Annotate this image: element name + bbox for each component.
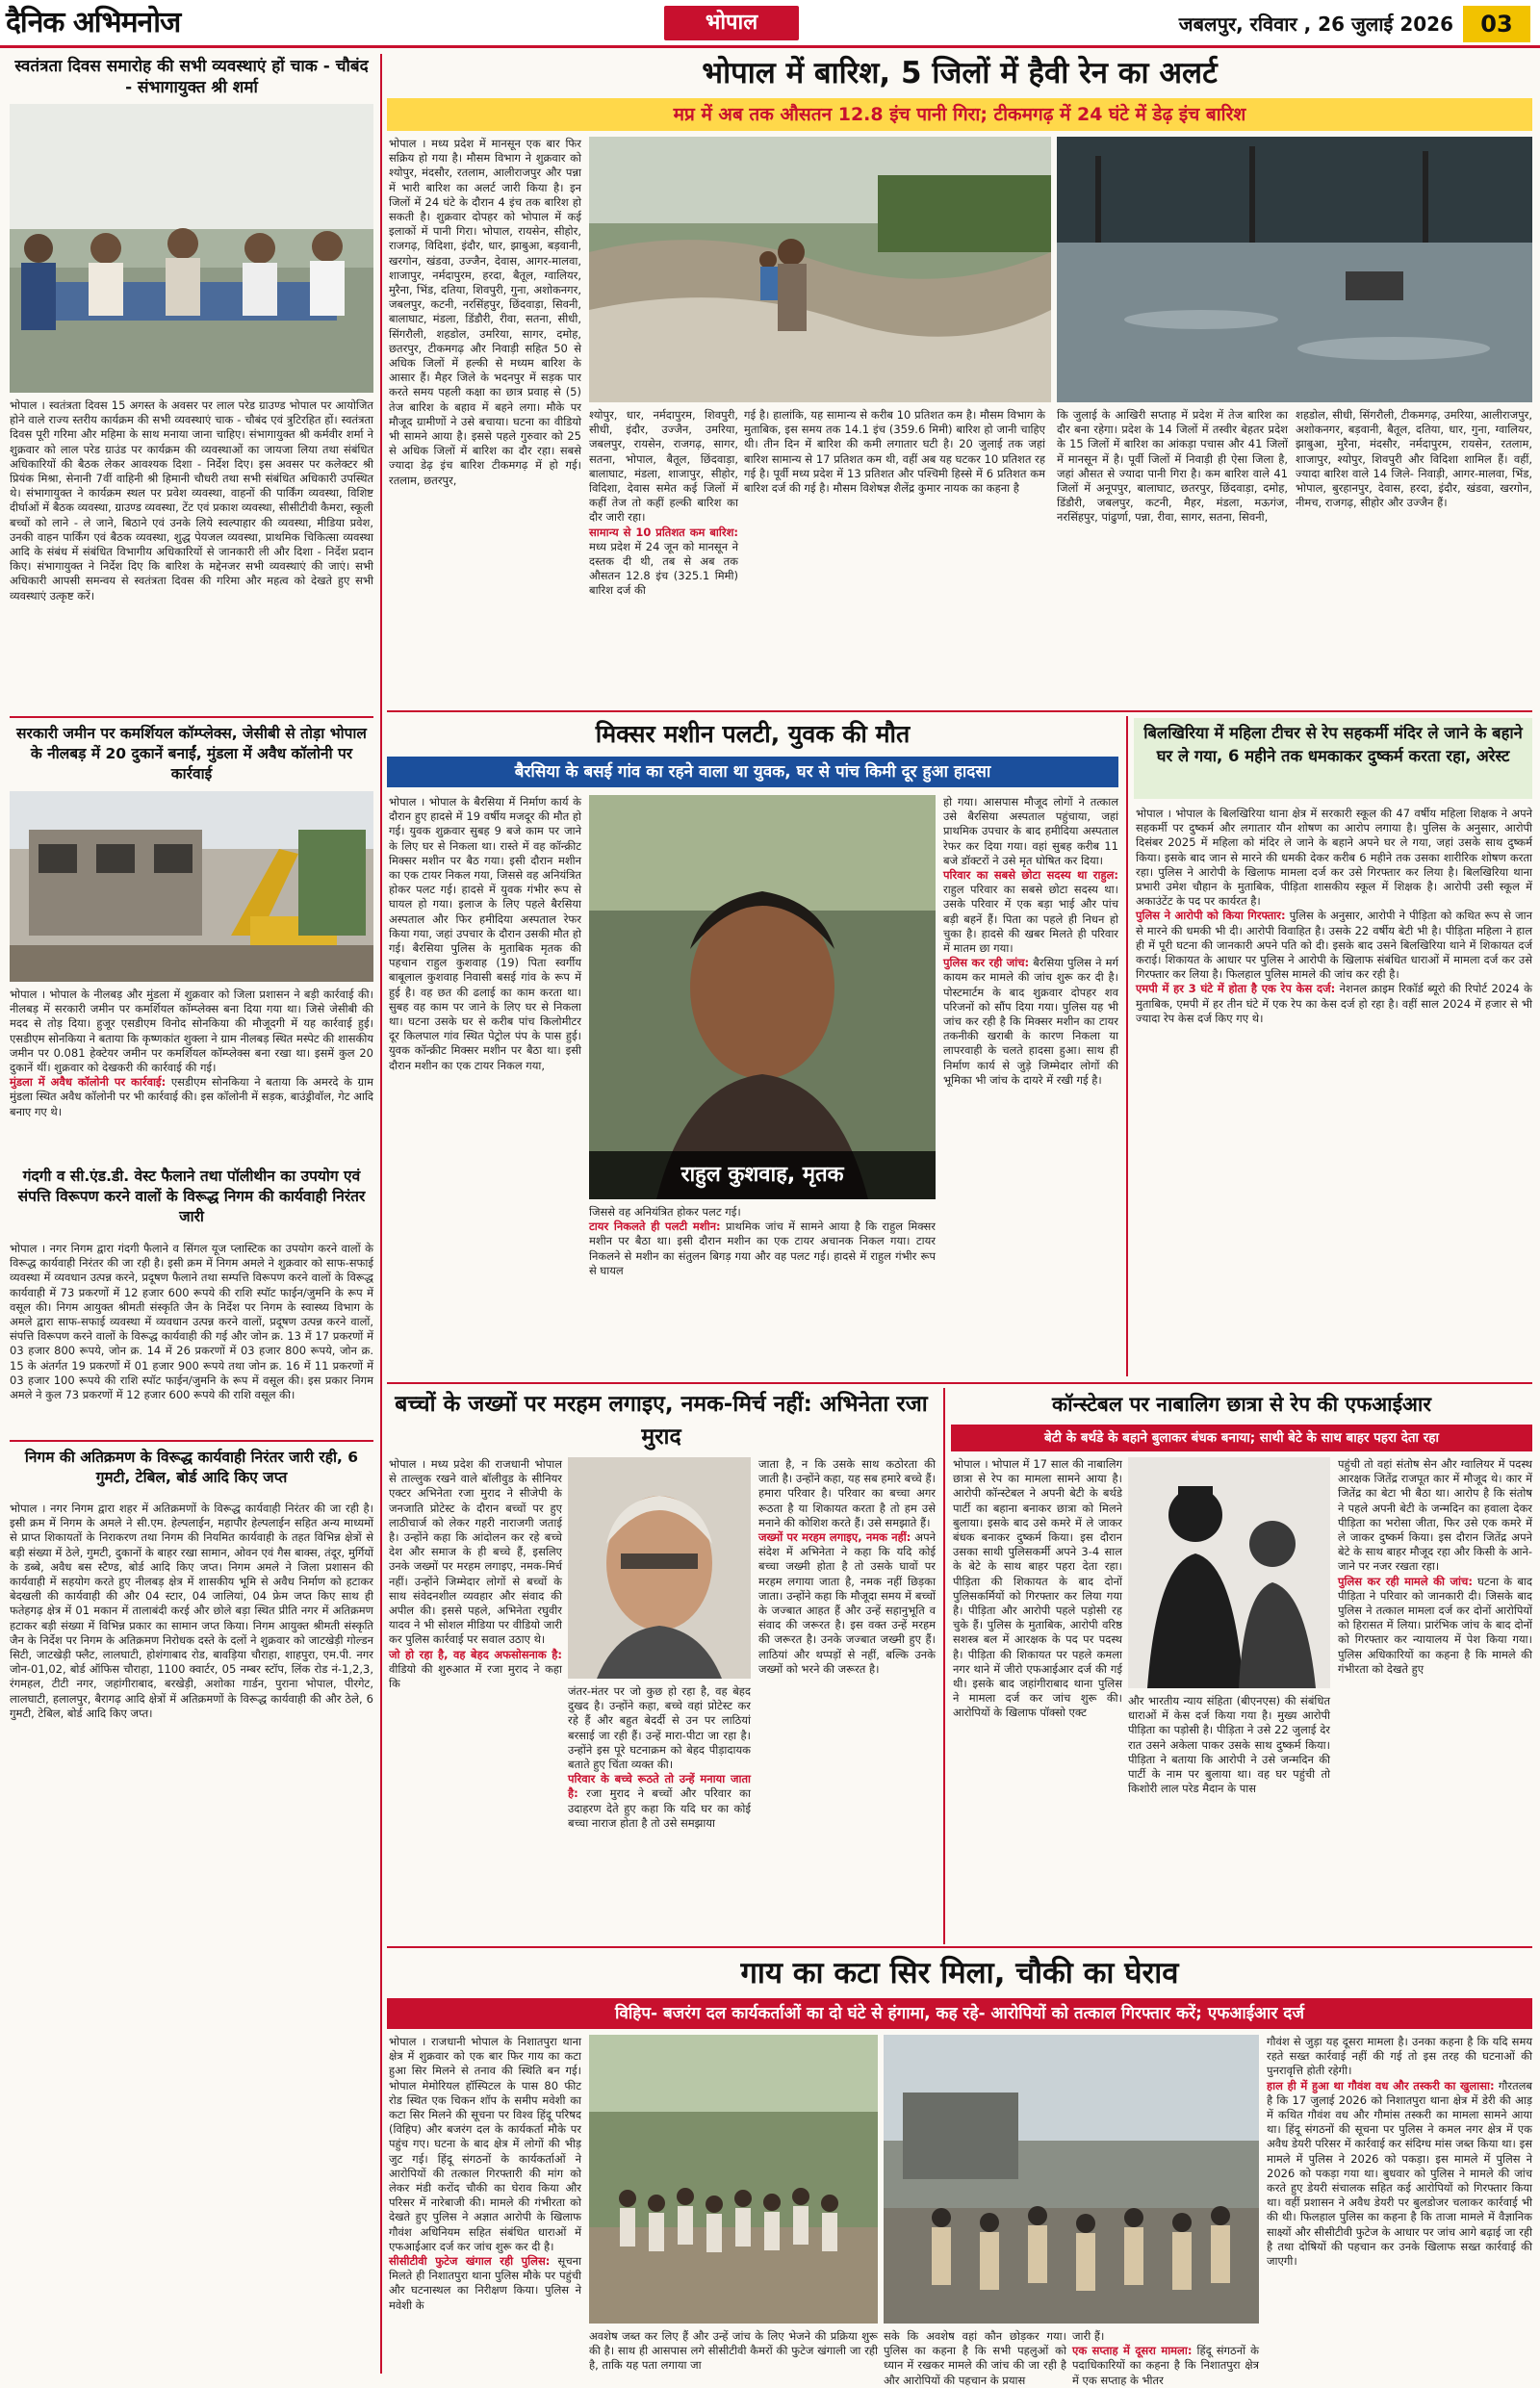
cow-column-4: जारी हैं। एक सप्ताह में दूसरा मामला: हिंदू संगठनों के पदाधिकारियों का कहना है कि निशातपुरा क्षेत्र में एक सप्ताह के भीतर [1072, 2329, 1259, 2387]
left4-headline: निगम की अतिक्रमण के विरूद्ध कार्यवाही निरंतर जारी रही, 6 गुमटी, टेबिल, बोर्ड आदि किए जप्त [24, 1449, 359, 1486]
page-number: 03 [1463, 6, 1530, 42]
cow-column-1: भोपाल । राजधानी भोपाल के निशातपुरा थाना क्षेत्र में शुक्रवार को एक बार फिर गाय का कटा हुआ सिर मिलने से तनाव की स्थिति बन गई। भोपाल मेमोरियल हॉस्पिटल के पास 80 फीट रोड स्थित एक चिकन शॉप के समीप मवेशी का कटा सिर मिलने की सूचना पर विश्व हिंदू परिषद (विहिप) और बजरंग दल के कार्यकर्ता मौके पर पहुंच गए। घटना के बाद क्षेत्र में लोगों की भीड़ जुट गई। हिंदू संगठनों के कार्यकर्ताओं ने आरोपियों की तत्काल गिरफ्तारी की मांग को लेकर मंडी करोंद चौकी का घेराव किया और परिसर में नारेबाजी की। मामले की गंभीरता को देखते हुए पुलिस ने अज्ञात आरोपी के खिलाफ गौवंश अधिनियम सहित संबंधित धाराओं में एफआईआर दर्ज कर जांच शुरू कर दी है। सीसीटीवी फुटेज खंगाल रही पुलिस: सूचना मिलते ही निशातपुरा थाना पुलिस मौके पर पहुंची और घटनास्थल का निरीक्षण किया। पुलिस ने मवेशी के [389, 2035, 581, 2312]
raza-murad-photo [568, 1457, 751, 1679]
rain-column-3: गई है। हालांकि, यह सामान्य से करीब 10 प्रतिशत कम है। मौसम विभाग के मुताबिक, इस समय तक 14.1 इंच (359.6 मिमी) बारिश हो जानी चाहिए थी। तीन दिन में बारिश की कमी लगातार घटी है। 20 जुलाई तक जहां बारिश सामान्य से 17 प्रतिशत कम थी, वहीं अब यह घटकर 10 प्रतिशत रह गई है। पूर्वी मध्य प्रदेश में 13 प्रतिशत और पश्चिमी हिस्से में 6 प्रतिशत कम बारिश दर्ज की गई है। मौसम विशेषज्ञ शैलेंद्र कुमार नायक का कहना है [744, 408, 1045, 496]
rain-column-2: श्योपुर, धार, नर्मदापुरम, शिवपुरी, सीधी, इंदौर, उज्जैन, उमरिया, जबलपुर, रायसेन, राजगढ़, सागर, सतना, भोपाल, बैतूल, छिंदवाड़ा, बालाघाट, मंडला, शाजापुर, सीहोर, विदिशा, देवास समेत कई जिलों में कहीं तेज तो कहीं हल्की बारिश का दौर जारी रहा। सामान्य से 10 प्रतिशत कम बारिश: मध्य प्रदेश में 24 जून को मानसून ने दस्तक दी थी, तब से अब तक औसतन 12.8 इंच (325.1 मिमी) बारिश दर्ज की [589, 408, 738, 598]
bilkhiriya-headline: बिलखिरिया में महिला टीचर से रेप सहकर्मी मंदिर ले जाने के बहाने घर ले गया, 6 महीने तक धमकाकर दुष्कर्म करता रहा, अरेस्ट [1134, 718, 1532, 799]
dateline: जबलपुर, रविवार , 26 जुलाई 2026 [1178, 13, 1453, 36]
cow-column-5: गौवंश से जुड़ा यह दूसरा मामला है। उनका कहना है कि यदि समय रहते सख्त कार्रवाई नहीं की गई तो इस तरह की घटनाओं की पुनरावृत्ति होती रहेगी। हाल ही में हुआ था गौवंश वध और तस्करी का खुलासा: गौरतलब है कि 17 जुलाई 2026 को निशातपुरा थाना क्षेत्र में डेरी की आड़ में कथित गौवंश वध और गौमांस तस्करी का मामला सामने आया था। हिंदू संगठनों की सूचना पर पुलिस ने कमल नगर क्षेत्र में एक अवैध डेयरी परिसर में कार्रवाई कर संदिग्ध मांस जब्त किया था। इस मामले में पुलिस ने 2026 को पकड़ा। इस मामले में पुलिस ने 2026 को पकड़ा गया था। बुधवार को पुलिस ने मामले की जांच करते हुए डेयरी संचालक सहित कई आरोपियों को गिरफ्तार किया था। वहीं प्रशासन ने अवैध डेयरी पर बुलडोजर चलाकर कार्रवाई भी की थी। फिलहाल पुलिस का कहना है कि ताजा मामले में वैज्ञानिक साक्ष्यों और सीसीटीवी फुटेज के आधार पर जांच आगे बढ़ाई जा रही है तथा दोषियों की पहचान कर उनके खिलाफ सख्त कार्रवाई की जाएगी। [1267, 2035, 1533, 2269]
constable-headline: कॉन्स्टेबल पर नाबालिग छात्रा से रेप की एफआईआर [1052, 1393, 1431, 1416]
constable-column-2: और भारतीय न्याय संहिता (बीएनएस) की संबंधित धाराओं में केस दर्ज किया गया है। मुख्य आरोपी पीड़िता का पड़ोसी है। पीड़िता ने उसे 22 जुलाई देर रात उसने अकेला पाकर उसके साथ दुष्कर्म किया। पीड़िता ने बताया कि आरोपी ने उसे जन्मदिन की पार्टी के नाम पर बुलाया था। वह घर पहुंची तो किशोरी लाल परेड मैदान के पास [1128, 1694, 1330, 1796]
section-tag: भोपाल [664, 6, 799, 40]
rain-column-4: कि जुलाई के आखिरी सप्ताह में प्रदेश में तेज बारिश का दौर बना रहेगा। प्रदेश के 14 जिलों में तस्वीर बेहतर प्रदेश के 15 जिलों में बारिश का आंकड़ा पचास और 41 जिलों में मानसून में है। पूर्वी जिलों में निवाड़ी ही ऐसा जिला है, जहां औसत से ज्यादा पानी गिरा है। कम बारिश वाले 41 जिलों में अनूपपुर, बालाघाट, छतरपुर, छिंदवाड़ा, दमोह, डिंडौरी, जबलपुर, कटनी, मैहर, मंडला, मऊगंज, नरसिंहपुर, पांढुर्णा, पन्ना, रीवा, सागर, सतना, सिवनी, [1057, 408, 1288, 525]
column-rule [943, 1388, 945, 1944]
officials-meeting-photo [10, 104, 373, 393]
victim-photo-caption: राहुल कुशवाह, मृतक [589, 1151, 936, 1199]
masthead [0, 0, 1540, 48]
divider [387, 710, 1532, 712]
divider [387, 1946, 1532, 1948]
bilkhiriya-body: भोपाल । भोपाल के बिलखिरिया थाना क्षेत्र में सरकारी स्कूल की 47 वर्षीय महिला शिक्षक ने अपने सहकर्मी पर दुष्कर्म और लगातार यौन शोषण का आरोप लगाया है। पुलिस के अनुसार, आरोपी दिसंबर 2025 में महिला को मंदिर ले जाने के बहाने अपने घर ले गया, जहां उसके साथ दुष्कर्म किया। इसके बाद जान से मारने की धमकी देकर करीब 6 महीने तक उसका शारीरिक शोषण करता रहा। पुलिस ने आरोपी के खिलाफ मामला दर्ज कर उसे गिरफ्तार कर लिया है। बिलखिरिया थाना प्रभारी उमेश चौहान के मुताबिक, पीड़िता शासकीय स्कूल में शिक्षक है। आरोपी उसी स्कूल में अकाउंटेंट के पद पर कार्यरत है। पुलिस ने आरोपी को किया गिरफ्तार: पुलिस के अनुसार, आरोपी ने पीड़िता को कथित रूप से जान से मारने की धमकी भी दी। आरोपी विवाहित है। उसके 22 वर्षीय बेटी भी है। पीड़िता महिला ने हाल ही में पूरी घटना की जानकारी अपने पति को दी। इसके बाद उसने बिलखिरिया थाने में शिकायत दर्ज कराई। शिकायत के आधार पर पुलिस ने आरोपी के खिलाफ संबंधित धाराओं में मामला दर्ज कर उसे गिरफ्तार कर लिया है। फिलहाल पुलिस मामले की जांच कर रही है। एमपी में हर 3 घंटे में होता है एक रेप केस दर्ज: नेशनल क्राइम रिकॉर्ड ब्यूरो की रिपोर्ट 2024 के मुताबिक, एमपी में हर तीन घंटे में एक रेप का केस दर्ज हो रहा है। वहीं साल 2024 में हजार से भी ज्यादा रेप केस दर्ज किए गए थे। [1136, 807, 1532, 1025]
divider [10, 1440, 373, 1442]
rain-subhead: मप्र में अब तक औसतन 12.8 इंच पानी गिरा; टीकमगढ़ में 24 घंटे में डेढ़ इंच बारिश [387, 98, 1532, 131]
rain-column-1: भोपाल । मध्य प्रदेश में मानसून एक बार फिर सक्रिय हो गया है। मौसम विभाग ने शुक्रवार को श्योपुर, मंदसौर, रतलाम, आलीराजपुर और पन्ना में भारी बारिश का अलर्ट जारी किया है। इन जिलों में 24 घंटे के दौरान 4 इंच तक बारिश हो सकती है। शुक्रवार दोपहर को भोपाल में कई इलाकों में पानी गिरा। भोपाल, रायसेन, सीहोर, राजगढ़, विदिशा, इंदौर, धार, झाबुआ, बड़वानी, खरगोन, खंडवा, उज्जैन, देवास, आगर-मालवा, शाजापुर, नर्मदापुरम, हरदा, बैतूल, ग्वालियर, मुरैना, भिंड, दतिया, शिवपुरी, गुना, अशोकनगर, जबलपुर, कटनी, नरसिंहपुर, छिंदवाड़ा, सिवनी, बालाघाट, मंडला, डिंडौरी, रीवा, सतना, सीधी, सिंगरौली, शहडोल, उमरिया, सागर, दमोह, छतरपुर, टीकमगढ़ और निवाड़ी सहित 50 से अधिक जिलों में हल्की से मध्यम बारिश के आसार हैं। मैहर जिले के भदनपुर में सड़क पार करते समय पहली कक्षा का छात्र प्रवाह से (5) तेज बारिश के बहाव में बहने लगा। मौके पर मौजूद ग्रामीणों ने उसे बचाया। घटना का वीडियो भी सामने आया है। इससे पहले गुरुवार को 25 से अधिक जिलों में बारिश का दौर रहा। सबसे ज्यादा डेढ़ इंच बारिश टीकमगढ़ में हो गई। रतलाम, छतरपुर, [389, 137, 581, 487]
waterlogged-road-photo [1057, 137, 1532, 402]
left3-body: भोपाल । नगर निगम द्वारा गंदगी फैलाने व सिंगल यूज प्लास्टिक का उपयोग करने वालों के विरूद्ध कार्यवाही निरंतर की जा रही है। इसी क्रम में निगम अमले ने शुक्रवार को साफ-सफाई व्यवस्था में व्यवधान उत्पन्न करने, प्रदूषण फैलाने तथा सम्पत्ति विरूपण करने वालों के विरूद्ध कार्यवाही में 73 प्रकरणों में 12 हजार 600 रूपये की राशि स्पॉट फाईन/जुमनि के रूप में वसूल की। निगम आयुक्त श्रीमती संस्कृति जैन के निर्देश पर निगम के स्वास्थ्य विभाग के अमले द्वारा साफ-सफाई व्यवस्था में व्यवधान उत्पन्न करने वालों, प्रदूषण उत्पन्न करने वालों, संपत्ति विरूपण करने वालों के विरूद्ध कार्यवाही की गई और जोन क्र. 13 में 17 प्रकरणों में 03 हजार 800 रूपये, जोन क्र. 14 में 26 प्रकरणों में 03 हजार 800 रूपये, जोन क्र. 15 के अंतर्गत 19 प्रकरणों में 01 हजार 900 रूपये तथा जोन क्र. 16 में 11 प्रकरणों में 03 हजार 100 रूपये की राशि स्पॉट फाईन/जुमनि के रूप में वसूल की। इस प्रकार निगम अमले ने कुल 73 प्रकरणों में 12 हजार 600 रूपये की राशि वसूल की। [10, 1242, 373, 1402]
mixer-subhead: बैरसिया के बसई गांव का रहने वाला था युवक, घर से पांच किमी दूर हुआ हादसा [387, 757, 1118, 787]
left4-body: भोपाल । नगर निगम द्वारा शहर में अतिक्रमणों के विरूद्ध कार्यवाही निरंतर की जा रही है। इसी क्रम में निगम के अमले ने सी.एम. हेल्पलाईन, महापौर हेल्पलाईन सहित अन्य माध्यमों से प्राप्त शिकायतों के निराकरण तथा निगम की नियमित कार्यवाही के तहत विभिन्न क्षेत्रों से बड़ी संख्या में ठेले, गुमटी, दुकानों के बाहर रखा सामान, ओवन एवं गैस बाक्स, तंदूर, मुर्गियों के डब्बे, अवैध बस स्टैण्ड, बोर्ड आदि किए जप्त। निगम अमले ने जिला प्रशासन की कार्यवाही में सहयोग करते हुए नीलबड़ क्षेत्र में शासकीय भूमि से अवैध निर्माण को हटाकर बेदखली की कार्यवाही की और 04 स्टार, 04 जालियां, 04 फ्रेम जप्त किए साथ ही फतेहगढ़ क्षेत्र में 01 मकान में तालाबंदी करई और छोले बड़ा स्थित प्रीति नगर में अतिक्रमण हटाकर बड़ी संख्या में विभिन्न प्रकार का सामान जप्त किया। निगम आयुक्त श्रीमती संस्कृति जैन के निर्देश पर निगम के अतिक्रमण निरोधक दस्ते के दलों ने शुक्रवार को जाटखेड़ी गोल्डन सिटी, जाटखेड़ी फ्लैट, लालघाटी, होशंगाबाद रोड, बावड़िया चौराहा, शाहपुरा, एम.पी. नगर जोन-01,02, बोर्ड ऑफिस चौराहा, 1100 क्वार्टर, 05 नम्बर स्टॉप, लिंक रोड नं-1,2,3, रंगमहल, टीटी नगर, जहांगीराबाद, बरखेड़ी, अशोका गार्डन, पुराना भोपाल, पीरगेट, लालघाटी, हलालपुर, बैरागढ़ आदि क्षेत्रों में अतिक्रमणों के विरूद्ध कार्यवाही की और ठेले, 6 गुमटी, टेबिल, बोर्ड आदि किए जप्त। [10, 1502, 373, 1720]
arrest-silhouette-photo [1128, 1457, 1330, 1688]
left2-body: भोपाल । भोपाल के नीलबड़ और मुंडला में शुक्रवार को जिला प्रशासन ने बड़ी कार्रवाई की। नीलबड़ में सरकारी जमीन पर कमर्शियल कॉम्प्लेक्स बना दिया गया था। जिसे जेसीबी की मदद से तोड़ दिया। हुजूर एसडीएम विनोद सोनकिया की मौजूदगी में यह कार्रवाई हुई। एसडीएम सोनकिया ने बताया कि कृष्णकांत शुक्ला ने ग्राम नीलबड़ स्थित मस्पेट की शासकीय जमीन पर 0.081 हेक्टेयर जमीन पर कमर्शियल कॉम्प्लेक्स बना रखा था। इसमें कुल 20 दुकानें थीं। शुक्रवार को देखकरी की कार्रवाई की गई। मुंडला में अवैध कॉलोनी पर कार्रवाई: एसडीएम सोनकिया ने बताया कि अमरदे के ग्राम मुंडला स्थित अवैध कॉलोनी पर भी कार्रवाई की। इस कॉलोनी में सड़क, बाउंड्रीवॉल, गेट आदि बनाए गए थे। [10, 988, 373, 1118]
constable-column-1: भोपाल । भोपाल में 17 साल की नाबालिग छात्रा से रेप का मामला सामने आया है। आरोपी कॉन्स्टेबल ने अपनी बेटी के बर्थडे पार्टी का बहाना बनाकर छात्रा को मिलने बुलाया। इसके बाद उसे कमरे में ले जाकर बंधक बनाकर दुष्कर्म किया। इस दौरान उसका साथी पुलिसकर्मी अपने 3-4 साल के बेटे के साथ बाहर पहरा देता रहा। पीड़िता की शिकायत के बाद दोनों पुलिसकर्मियों को गिरफ्तार कर लिया गया है। पीड़िता और आरोपी पहले पड़ोसी रह चुके हैं। पुलिस के मुताबिक, आरोपी वरिष्ठ सशस्त्र बल में आरक्षक के पद पर पदस्थ है। पीड़िता की शिकायत पर पहले कमला नगर थाने में जीरो एफआईआर दर्ज की गई थी। इसके बाद जहांगीराबाद थाना पुलिस ने मामला दर्ज कर जांच शुरू की। आरोपियों के खिलाफ पॉक्सो एक्ट [953, 1457, 1122, 1720]
raza-column-2: जंतर-मंतर पर जो कुछ हो रहा है, वह बेहद दुखद है। उन्होंने कहा, बच्चे वहां प्रोटेस्ट कर रहे हैं और बहुत बेदर्दी से उन पर लाठियां बरसाई जा रही हैं। उन्हें मारा-पीटा जा रहा है। उन्होंने इस पूरे घटनाक्रम को बेहद पीड़ादायक बताते हुए चिंता व्यक्त की। परिवार के बच्चे रूठते तो उन्हें मनाया जाता है: रजा मुराद ने बच्चों और परिवार का उदाहरण देते हुए कहा कि यदि घर का कोई बच्चा नाराज होता है तो उसे समझाया [568, 1684, 751, 1830]
column-rule [380, 54, 382, 2374]
left1-headline: स्वतंत्रता दिवस समारोह की सभी व्यवस्थाएं हों चाक - चौबंद - संभागायुक्त श्री शर्मा [14, 57, 369, 97]
raza-column-1: भोपाल । मध्य प्रदेश की राजधानी भोपाल से ताल्लुक रखने वाले बॉलीवुड के सीनियर एक्टर अभिनेता रजा मुराद ने सीजेपी के जनजाति प्रोटेस्ट के दौरान बच्चों पर हुए लाठीचार्ज को लेकर गहरी नाराजगी जताई है। उन्होंने कहा कि आंदोलन कर रहे बच्चे देश और समाज के ही बच्चे हैं, इसलिए उनके जख्मों पर मरहम लगाइए, नमक-मिर्च नहीं। उन्होंने जिम्मेदार लोगों से बच्चों के साथ संवेदनशील व्यवहार और संवाद की अपील की। इससे पहले, अभिनेता रघुवीर यादव ने भी सोशल मीडिया पर वीडियो जारी कर पुलिस कार्रवाई पर सवाल उठाए थे। जो हो रहा है, वह बेहद अफसोसनाक है: वीडियो की शुरुआत में रजा मुराद ने कहा कि [389, 1457, 562, 1691]
raza-headline: बच्चों के जख्मों पर मरहम लगाइए, नमक-मिर्च नहीं: अभिनेता रजा मुराद [395, 1392, 928, 1450]
mixer-column-2: जिससे वह अनियंत्रित होकर पलट गई। टायर निकलते ही पलटी मशीन: प्राथमिक जांच में सामने आया है कि राहुल मिक्सर मशीन पर बैठा था। इसी दौरान मशीन का एक टायर अचानक निकल गया। टायर निकलने से मशीन का संतुलन बिगड़ गया और वह पलट गई। हादसे में राहुल गंभीर रूप से घायल [589, 1205, 936, 1277]
police-post-gherao-photo [884, 2035, 1259, 2324]
left3-headline: गंदगी व सी.एंड.डी. वेस्ट फैलाने तथा पॉलीथीन का उपयोग एवं संपत्ति विरूपण करने वालों के विरूद्ध निगम की कार्यवाही निरंतर जारी [17, 1168, 366, 1225]
cow-subhead: विहिप- बजरंग दल कार्यकर्ताओं का दो घंटे से हंगामा, कह रहे- आरोपियों को तत्काल गिरफ्तार करें; एफआईआर दर्ज [387, 1998, 1532, 2029]
flood-rescue-photo [589, 137, 1051, 402]
rain-headline: भोपाल में बारिश, 5 जिलों में हैवी रेन का अलर्ट [702, 56, 1218, 90]
column-rule [1126, 716, 1128, 1376]
demolition-photo [10, 791, 373, 982]
left1-body: भोपाल । स्वतंत्रता दिवस 15 अगस्त के अवसर पर लाल परेड ग्राउण्ड भोपाल पर आयोजित होने वाले राज्य स्तरीय कार्यक्रम की सभी व्यवस्थाएं चाक - चौबंद एवं त्रुटिरहित हों। स्वतंत्रता दिवस पूरी गरिमा और महिमा के साथ मनाया जाना चाहिए। संभागायुक्त श्री कर्मवीर शर्मा ने शुक्रवार को लाल परेड ग्राउंड पर कार्यक्रम की व्यवस्थाओं का जायजा लिया तथा संबंधित अधिकारियों की बैठक लेकर आवश्यक दिशा - निर्देश दिए। इस अवसर पर कलेक्टर श्री प्रियंक मिश्रा, सेनानी 7वीं वाहिनी श्री हिमानी चौधरी तथा सभी संबंधित अधिकारी उपस्थित थे। संभागायुक्त ने कार्यक्रम स्थल पर प्रवेश व्यवस्था, वाहनों की पार्किंग व्यवस्था, विशिष्ट दीर्घाओं में बैठक व्यवस्था, ग्राउण्ड व्यवस्था, टेंट एवं प्रकाश व्यवस्था, सीसीटीवी कैमरा, स्कूली बच्चों को लाने - ले जाने, बिठाने एवं उनके लिये स्वल्पाहार की व्यवस्था, मीडिया प्रवेश, उनकी वाहन पार्किंग एवं बैठक व्यवस्था, शुद्ध पेयजल व्यवस्था, प्राथमिक चिकित्सा व्यवस्था आदि के संबंध में संबंधित विभागीय अधिकारियों से जानकारी ली और दिशा - निर्देश प्रदान किए। संभागायुक्त ने निर्देश दिए कि बारिश के मद्देनजर सभी व्यवस्थाएं की जाएं। सभी अधिकारी आपसी समन्वय से स्वतंत्रता दिवस की गरिमा और महत्व को देखते हुए सभी व्यवस्थाएं उत्कृष्ट करें। [10, 398, 373, 603]
victim-photo [589, 795, 936, 1199]
rain-column-5: शहडोल, सीधी, सिंगरौली, टीकमगढ़, उमरिया, आलीराजपुर, अशोकनगर, बड़वानी, बैतूल, दतिया, धार, गुना, ग्वालियर, झाबुआ, मुरैना, मंदसौर, नर्मदापुरम, रायसेन, रतलाम, शाजापुर, श्योपुर, शिवपुरी और विदिशा शामिल हैं। वहीं, ज्यादा बारिश वाले 14 जिले- निवाड़ी, आगर-मालवा, भिंड, भोपाल, बुरहानपुर, देवास, हरदा, इंदौर, खंडवा, खरगोन, नीमच, राजगढ़, सीहोर और उज्जैन हैं। [1296, 408, 1532, 510]
mixer-headline: मिक्सर मशीन पलटी, युवक की मौत [595, 720, 911, 748]
divider [387, 1382, 1532, 1384]
protest-crowd-photo [589, 2035, 878, 2324]
mixer-column-3: हो गया। आसपास मौजूद लोगों ने तत्काल उसे बैरसिया अस्पताल पहुंचाया, जहां प्राथमिक उपचार के बाद हमीदिया अस्पताल रेफर कर दिया गया। वहां सुबह करीब 11 बजे डॉक्टरों ने उसे मृत घोषित कर दिया। परिवार का सबसे छोटा सदस्य था राहुल: राहुल परिवार का सबसे छोटा सदस्य था। उसके परिवार में एक बड़ा भाई और पांच बड़ी बहनें हैं। पिता का पहले ही निधन हो चुका है। हादसे की खबर मिलते ही परिवार में मातम छा गया। पुलिस कर रही जांच: बैरसिया पुलिस ने मर्ग कायम कर मामले की जांच शुरू कर दी है। पोस्टमार्टम के बाद शुक्रवार दोपहर शव परिजनों को सौंप दिया गया। पुलिस यह भी जांच कर रही है कि मिक्सर मशीन का टायर तकनीकी खराबी के कारण निकला या लापरवाही के चलते हादसा हुआ। साथ ही निर्माण कार्य से जुड़े जिम्मेदार लोगों की भूमिका भी जांच के दायरे में रखी गई है। [943, 795, 1118, 1087]
cow-column-3: सके कि अवशेष वहां कौन छोड़कर गया। पुलिस का कहना है कि सभी पहलुओं को ध्यान में रखकर मामले की जांच की जा रही है और आरोपियों की पहचान के प्रयास [884, 2329, 1066, 2387]
constable-column-3: पहुंची तो वहां संतोष सेन और ग्वालियर में पदस्थ आरक्षक जितेंद्र राजपूत कार में मौजूद थे। कार में जितेंद्र का बेटा भी बैठा था। आरोप है कि संतोष ने पहले अपनी बेटी के जन्मदिन का हवाला देकर पीड़िता का भरोसा जीता, फिर उसे एक कमरे में ले जाकर दुष्कर्म किया। इस दौरान जितेंद्र अपने बेटे के साथ बाहर मौजूद रहा और किसी के आने-जाने पर नजर रखता रहा। पुलिस कर रही मामले की जांच: घटना के बाद पीड़िता ने परिवार को जानकारी दी। जिसके बाद पुलिस ने तत्काल मामला दर्ज कर दोनों आरोपियों को हिरासत में लिया। प्रारंभिक जांच के बाद दोनों को गिरफ्तार कर न्यायालय में पेश किया गया। पुलिस अधिकारियों का कहना है कि मामले की गंभीरता को देखते हुए [1338, 1457, 1532, 1676]
cow-headline: गाय का कटा सिर मिला, चौकी का घेराव [740, 1956, 1179, 1990]
divider [10, 716, 373, 718]
cow-column-2: अवशेष जब्त कर लिए हैं और उन्हें जांच के लिए भेजने की प्रक्रिया शुरू की है। साथ ही आसपास लगे सीसीटीवी कैमरों की फुटेज खंगाली जा रही है, ताकि यह पता लगाया जा [589, 2329, 878, 2373]
newspaper-logo: दैनिक अभिमनोज [6, 6, 181, 39]
left2-headline: सरकारी जमीन पर कमर्शियल कॉम्प्लेक्स, जेसीबी से तोड़ा भोपाल के नीलबड़ में 20 दुकानें बनाईं, मुंडला में अवैध कॉलोनी पर कार्रवाई [16, 725, 367, 783]
constable-subhead: बेटी के बर्थडे के बहाने बुलाकर बंधक बनाया; साथी बेटे के साथ बाहर पहरा देता रहा [951, 1425, 1532, 1451]
raza-column-3: जाता है, न कि उसके साथ कठोरता की जाती है। उन्होंने कहा, यह सब हमारे बच्चे हैं। हमारा परिवार है। परिवार का बच्चा अगर रूठता है या शिकायत करता है तो हम उसे मनाने की कोशिश करते हैं। उसे समझाते हैं। जख्मों पर मरहम लगाइए, नमक नहीं: अपने संदेश में अभिनेता ने कहा कि यदि कोई बच्चा जख्मी होता है तो उसके घावों पर मरहम लगाया जाता है, नमक नहीं छिड़का जाता। उन्होंने कहा कि मौजूदा समय में बच्चों के जज्बात आहत हैं और उन्हें सहानुभूति व संवाद की जरूरत है। इस वक्त उन्हें मरहम की जरूरत है। उनके जज्बात जख्मी हुए हैं। लाठियां और थप्पड़ों से नहीं, बल्कि उनके जख्मों को भरने की जरूरत है। [758, 1457, 937, 1676]
mixer-column-1: भोपाल । भोपाल के बैरसिया में निर्माण कार्य के दौरान हुए हादसे में 19 वर्षीय मजदूर की मौत हो गई। युवक शुक्रवार सुबह 9 बजे काम पर जाने के लिए घर से निकला था। रास्ते में वह कॉन्क्रीट मिक्सर मशीन पर बैठ गया। इसी दौरान मशीन का एक टायर निकल गया, जिससे वह अनियंत्रित होकर पलट गई। हादसे में युवक गंभीर रूप से घायल हो गया। इलाज के लिए पहले बैरसिया अस्पताल और फिर हमीदिया अस्पताल रेफर किया गया, जहां उपचार के दौरान उसकी मौत हो गई। बैरसिया पुलिस के मुताबिक मृतक की पहचान राहुल कुशवाह (19) पिता स्वर्गीय बाबूलाल कुशवाह निवासी बसई गांव के रूप में हुई है। वह छत की ढलाई का काम करता था। सुबह वह काम पर जाने के लिए घर से निकला था। घटना उसके घर से करीब पांच किलोमीटर दूर किलपाल गांव स्थित पेट्रोल पंप के पास हुई। युवक कॉन्क्रीट मिक्सर मशीन पर बैठा था। इसी दौरान मशीन का एक टायर निकल गया, [389, 795, 581, 1072]
